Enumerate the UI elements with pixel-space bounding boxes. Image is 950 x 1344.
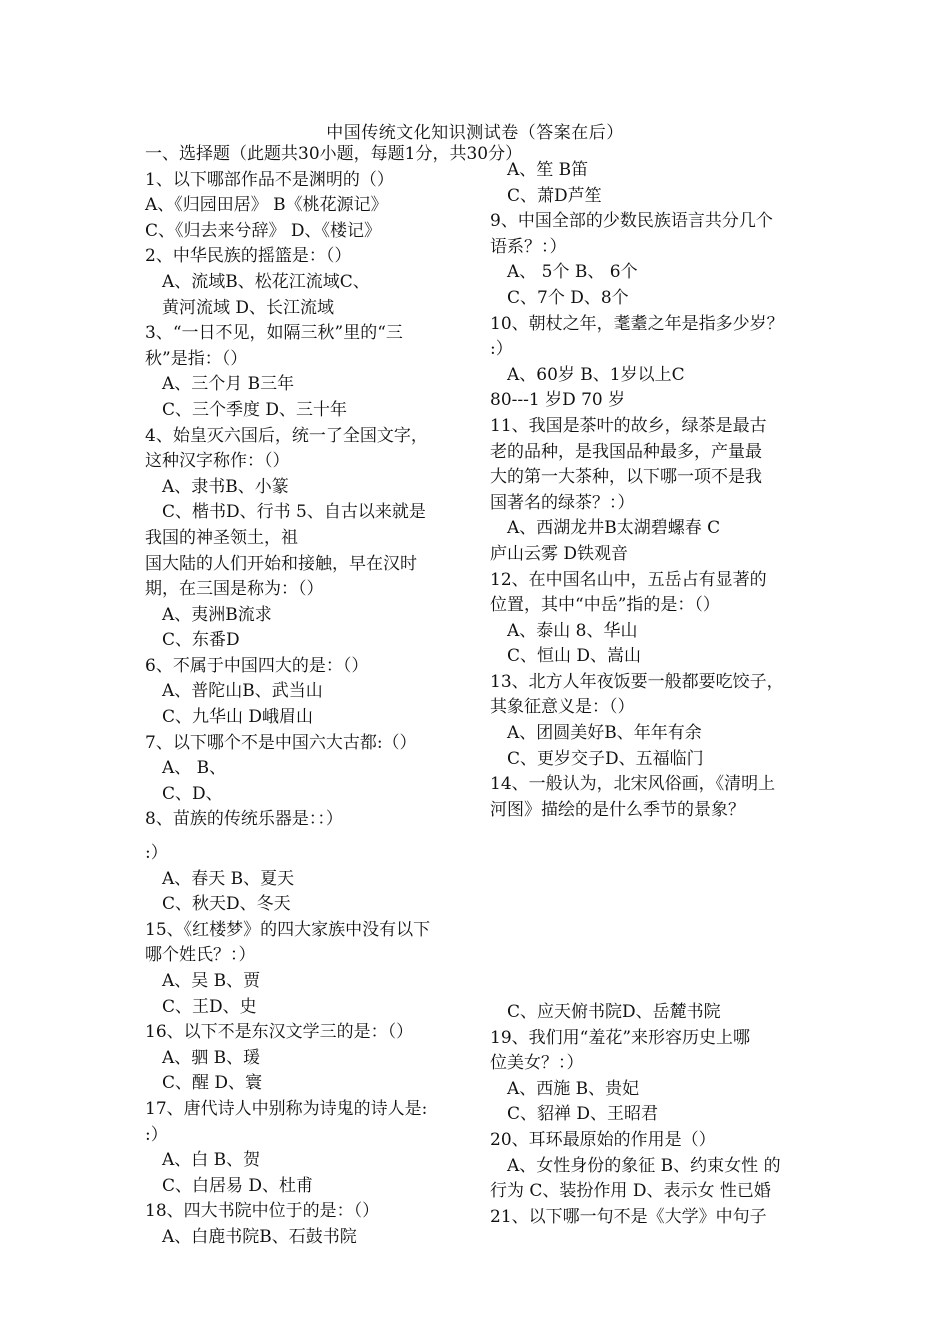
text-line: C、三个季度 D、三十年: [162, 399, 348, 420]
text-line: A、 5个 B、 6个: [507, 262, 638, 283]
text-line: :）: [145, 843, 168, 864]
text-line: 2、中华民族的摇篮是：（）: [145, 246, 352, 267]
text-line: 一、选择题（此题共30小题，每题1分，共30分）: [145, 144, 523, 164]
text-line: 行为 C、装扮作用 D、表示女 性已婚: [490, 1181, 771, 1202]
text-line: 这种汉字称作：（）: [145, 451, 290, 472]
text-line: 17、唐代诗人中别称为诗鬼的诗人是:: [145, 1098, 428, 1119]
text-line: 14、一般认为，北宋风俗画，《清明上: [490, 774, 776, 795]
text-line: C、恒山 D、嵩山: [507, 646, 642, 667]
text-line: C、《归去来兮辞》 D、《楼记》: [145, 220, 382, 241]
text-line: 国著名的绿茶？：）: [490, 492, 635, 513]
text-line: 期，在三国是称为：（）: [145, 579, 324, 600]
text-line: 庐山云雾 D铁观音: [490, 543, 629, 564]
text-line: 12、在中国名山中，五岳占有显著的: [490, 569, 767, 590]
text-line: 20、耳环最原始的作用是（）: [490, 1129, 716, 1150]
text-line: A、白 B、贺: [162, 1150, 261, 1171]
text-line: A、三个月 B三年: [162, 374, 295, 395]
right-column-top: [490, 158, 784, 823]
text-line: A、笙 B笛: [507, 160, 589, 180]
text-line: 11、我国是茶叶的故乡，绿茶是最古: [490, 415, 767, 436]
text-line: 位置，其中“中岳”指的是：（）: [490, 595, 720, 616]
text-line: 黄河流域 D、长江流域: [162, 297, 335, 318]
text-line: A、西施 B、贵妃: [507, 1078, 640, 1099]
text-line: 13、北方人年夜饭要一般都要吃饺子，: [490, 671, 784, 692]
text-line: 16、以下不是东汉文学三的是：（）: [145, 1022, 414, 1043]
text-line: A、60岁 B、1岁以上C: [507, 364, 685, 385]
text-line: A、普陀山B、武当山: [162, 681, 323, 702]
right-column-bottom: [490, 1000, 781, 1230]
text-line: 国大陆的人们开始和接触，早在汉时: [145, 553, 417, 574]
text-line: :）: [145, 1124, 168, 1145]
left-column: [145, 142, 522, 1251]
text-line: A、女性身份的象征 B、约束女性 的: [507, 1155, 781, 1176]
text-line: A、泰山 8、华山: [507, 620, 638, 641]
text-line: C、应天俯书院D、岳麓书院: [507, 1002, 721, 1022]
text-line: A、西湖龙井B太湖碧螺春 C: [507, 518, 721, 539]
text-line: A、吴 B、贾: [162, 971, 261, 991]
text-line: C、貂禅 D、王昭君: [507, 1104, 659, 1125]
text-line: C、D、: [162, 783, 223, 804]
text-line: 哪个姓氏？：）: [145, 945, 256, 966]
text-line: A、白鹿书院B、石鼓书院: [162, 1226, 357, 1247]
text-line: 19、我们用“羞花”来形容历史上哪: [490, 1027, 751, 1048]
text-line: A、《归园田居》 B《桃花源记》: [145, 195, 388, 216]
text-line: A、春天 B、夏天: [162, 868, 295, 889]
text-line: 7、以下哪个不是中国六大古都:（）: [145, 732, 417, 753]
text-line: C、秋天D、冬天: [162, 894, 291, 915]
text-line: A、团圆美好B、年年有余: [507, 723, 702, 744]
text-line: 10、朝杖之年，耄耋之年是指多少岁？: [490, 313, 784, 334]
text-line: 80---1 岁D 70 岁: [490, 390, 626, 411]
text-line: C、7个 D、8个: [507, 287, 629, 308]
text-line: 我国的神圣领土，祖: [145, 527, 298, 548]
text-line: 老的品种，是我国品种最多，产量最: [490, 441, 762, 462]
text-line: 秋”是指：（）: [145, 348, 248, 369]
text-line: C、萧D芦笙: [507, 185, 602, 206]
text-line: 语系？：）: [490, 236, 567, 257]
text-line: 大的第一大茶种，以下哪一项不是我: [490, 467, 762, 488]
text-line: 8、苗族的传统乐器是：：）: [145, 809, 343, 830]
text-line: 9、中国全部的少数民族语言共分几个: [490, 211, 773, 232]
text-line: 21、以下哪一句不是《大学》中句子: [490, 1206, 767, 1227]
text-line: C、楷书D、行书 5、自古以来就是: [162, 502, 426, 523]
text-line: 15、《红楼梦》的四大家族中没有以下: [145, 919, 431, 940]
text-line: C、东番D: [162, 630, 240, 651]
text-line: C、九华山 D峨眉山: [162, 707, 314, 728]
text-line: C、醒 D、寰: [162, 1073, 263, 1094]
text-line: 4、始皇灭六国后，统一了全国文字，: [145, 425, 428, 446]
text-line: A、夷洲B流求: [162, 604, 272, 625]
text-line: 河图》描绘的是什么季节的景象？: [490, 799, 745, 820]
text-line: 18、四大书院中位于的是：（）: [145, 1201, 380, 1222]
text-line: C、白居易 D、杜甫: [162, 1175, 314, 1196]
text-line: C、王D、史: [162, 996, 257, 1017]
text-line: C、更岁交子D、五福临门: [507, 748, 704, 769]
text-line: 位美女？：）: [490, 1053, 584, 1074]
text-line: 其象征意义是：（）: [490, 697, 635, 718]
text-line: A、流域B、松花江流域C、: [162, 271, 370, 292]
text-line: A、 B、: [162, 758, 227, 779]
text-line: A、隶书B、小篆: [162, 476, 289, 497]
text-line: A、驷 B、瑗: [162, 1047, 261, 1068]
text-line: 1、以下哪部作品不是渊明的（）: [145, 169, 394, 190]
text-line: 3、“一日不见，如隔三秋”里的“三: [145, 323, 403, 344]
text-line: 6、不属于中国四大的是：（）: [145, 655, 369, 676]
text-line: :）: [490, 339, 513, 360]
page-title: 中国传统文化知识测试卷（答案在后）: [326, 123, 624, 143]
